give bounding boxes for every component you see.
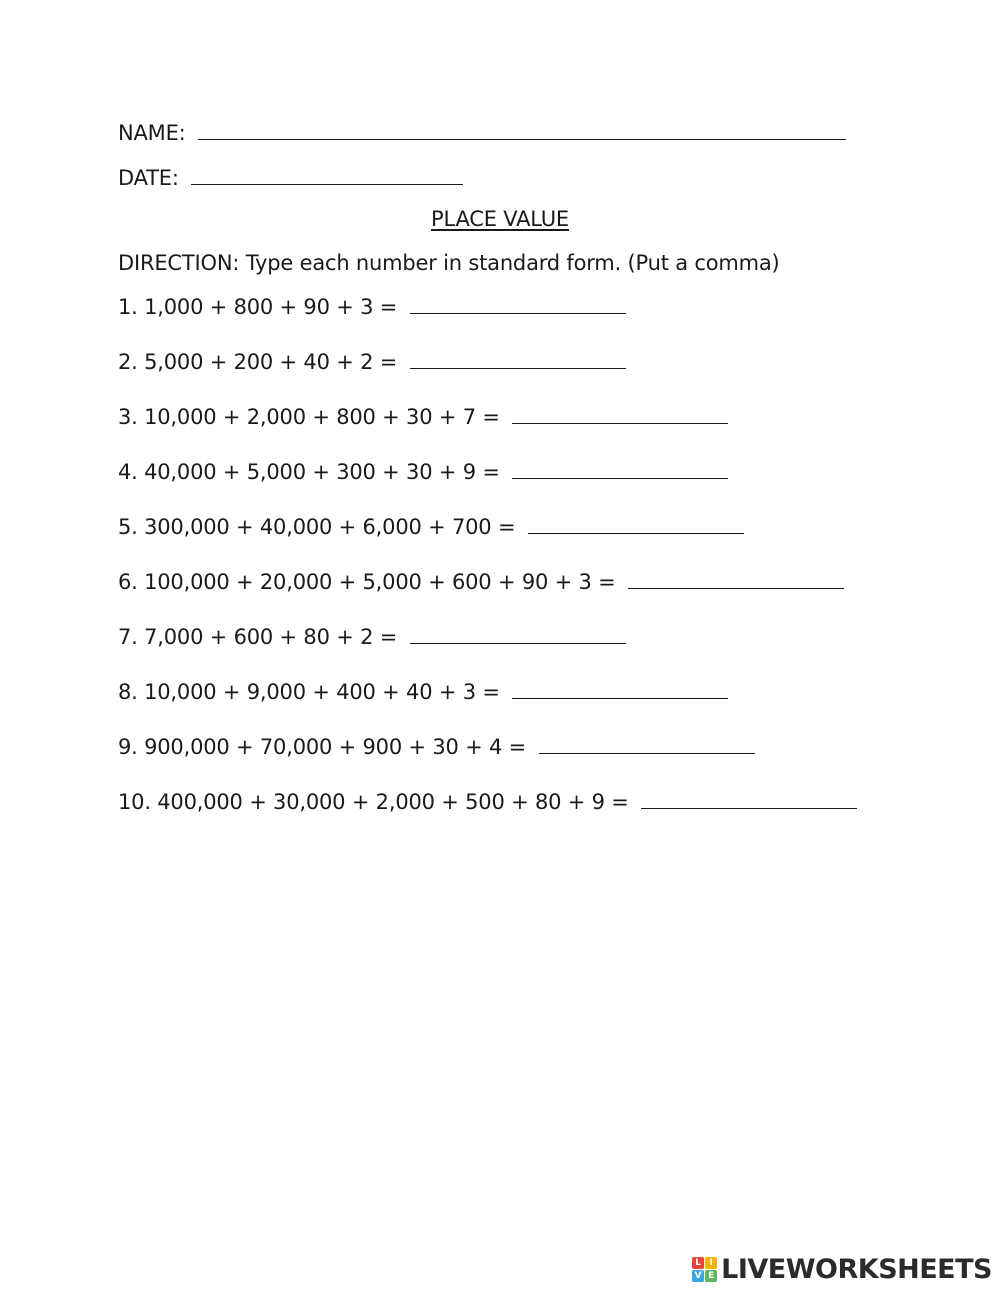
problem-text: 6. 100,000 + 20,000 + 5,000 + 600 + 90 + 3 = bbox=[118, 570, 616, 594]
problem-row bbox=[118, 293, 626, 320]
problem-text: 1. 1,000 + 800 + 90 + 3 = bbox=[118, 295, 398, 319]
problem-text: 8. 10,000 + 9,000 + 400 + 40 + 3 = bbox=[118, 680, 500, 704]
problem-row bbox=[118, 788, 857, 815]
answer-field[interactable] bbox=[410, 348, 626, 369]
answer-field[interactable] bbox=[410, 623, 626, 644]
problem-row bbox=[118, 623, 626, 650]
answer-field[interactable] bbox=[628, 568, 844, 589]
date-row bbox=[118, 164, 463, 191]
page-title bbox=[0, 206, 1000, 232]
problem-row bbox=[118, 513, 744, 540]
answer-field[interactable] bbox=[512, 458, 728, 479]
problem-row bbox=[118, 403, 728, 430]
date-label: DATE: bbox=[118, 166, 179, 190]
answer-field[interactable] bbox=[410, 293, 626, 314]
logo-letter: V bbox=[692, 1270, 704, 1282]
answer-field[interactable] bbox=[512, 403, 728, 424]
direction-text: DIRECTION: Type each number in standard form. (Put a comma) bbox=[118, 251, 780, 275]
logo-mark-icon bbox=[692, 1257, 717, 1282]
answer-field[interactable] bbox=[528, 513, 744, 534]
problem-text: 3. 10,000 + 2,000 + 800 + 30 + 7 = bbox=[118, 405, 500, 429]
name-answer-field[interactable] bbox=[198, 119, 846, 140]
problem-text: 10. 400,000 + 30,000 + 2,000 + 500 + 80 + 9 = bbox=[118, 790, 629, 814]
answer-field[interactable] bbox=[641, 788, 857, 809]
brand-name: LIVEWORKSHEETS bbox=[721, 1253, 992, 1285]
answer-field[interactable] bbox=[512, 678, 728, 699]
problem-row bbox=[118, 568, 844, 595]
name-label: NAME: bbox=[118, 121, 186, 145]
problem-row bbox=[118, 678, 728, 705]
problem-row bbox=[118, 733, 755, 760]
logo-letter: L bbox=[692, 1257, 704, 1269]
problem-text: 5. 300,000 + 40,000 + 6,000 + 700 = bbox=[118, 515, 516, 539]
problem-text: 2. 5,000 + 200 + 40 + 2 = bbox=[118, 350, 398, 374]
problem-row bbox=[118, 348, 626, 375]
problem-text: 7. 7,000 + 600 + 80 + 2 = bbox=[118, 625, 398, 649]
logo-letter: I bbox=[705, 1257, 717, 1269]
answer-field[interactable] bbox=[539, 733, 755, 754]
date-answer-field[interactable] bbox=[191, 164, 463, 185]
logo-letter: E bbox=[705, 1270, 717, 1282]
problem-text: 4. 40,000 + 5,000 + 300 + 30 + 9 = bbox=[118, 460, 500, 484]
name-row bbox=[118, 119, 846, 146]
problem-row bbox=[118, 458, 728, 485]
page-title-text: PLACE VALUE bbox=[431, 207, 569, 231]
problem-text: 9. 900,000 + 70,000 + 900 + 30 + 4 = bbox=[118, 735, 527, 759]
liveworksheets-logo bbox=[692, 1252, 992, 1286]
